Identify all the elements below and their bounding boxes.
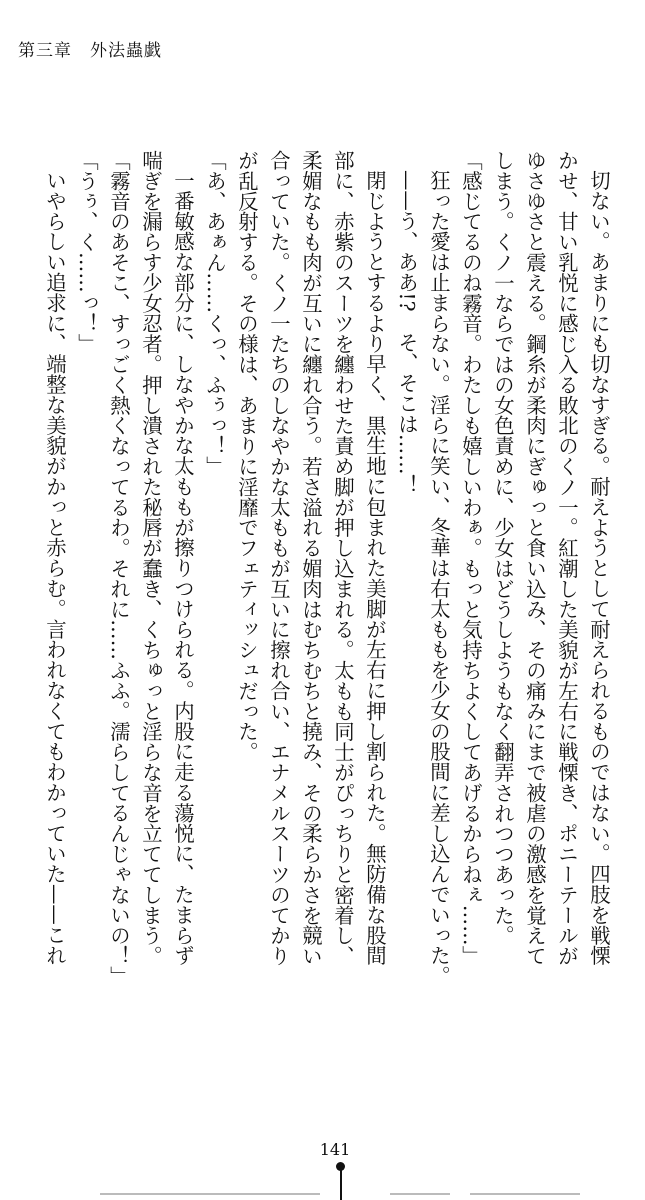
text-line: 合っていた。くノ一たちのしなやかな太ももが互いに擦れ合い、エナメルスーツのてかり	[267, 150, 291, 966]
page-number: 141	[319, 1140, 351, 1159]
text-line: ——う、ああ!? そ、そこは……！	[395, 170, 419, 496]
body-text	[35, 150, 615, 987]
text-line: いやらしい追求に、端整な美貌がかっと赤らむ。言われなくてもわかっていた——これ	[43, 170, 67, 966]
text-line: が乱反射する。その様は、あまりに淫靡でフェティッシュだった。	[235, 150, 259, 762]
text-line: 部に、赤紫のスーツを纏わせた責め脚が押し込まれる。太もも同士がぴっちりと密着し、	[331, 150, 355, 966]
scan-artifact	[390, 1193, 450, 1195]
text-line: 狂った愛は止まらない。淫らに笑い、冬華は右太ももを少女の股間に差し込んでいった。	[427, 170, 451, 987]
text-line: 「あ、あぁん……くっ、ふぅっ！」	[203, 150, 227, 477]
text-line: 「霧音のあそこ、すっごく熱くなってるわ。それに……ふふ。濡らしてるんじゃないの！」	[107, 150, 131, 987]
page-gutter-line	[340, 1168, 342, 1200]
text-line: 喘ぎを漏らす少女忍者。押し潰された秘唇が蠢き、くちゅっと淫らな音を立ててしまう。	[139, 150, 163, 966]
scan-artifact	[100, 1193, 320, 1195]
text-line: 柔媚なもも肉が互いに纏れ合う。若さ溢れる媚肉はむちむちと撓み、その柔らかさを競い	[299, 150, 323, 966]
text-line: 一番敏感な部分に、しなやかな太ももが擦りつけられる。内股に走る蕩悦に、たまらず	[171, 170, 195, 966]
scan-artifact	[470, 1193, 580, 1195]
text-line: 閉じようとするより早く、黒生地に包まれた美脚が左右に押し割られた。無防備な股間	[363, 170, 387, 966]
text-line: 「うぅ、く……っ！」	[75, 150, 99, 354]
text-line: ゆさゆさと震える。鋼糸が柔肉にぎゅっと食い込み、その痛みにまで被虐の激感を覚えて	[523, 150, 547, 966]
text-line: しまう。くノ一ならではの女色責めに、少女はどうしようもなく翻弄されつつあった。	[491, 150, 515, 946]
text-line: 切ない。あまりにも切なすぎる。耐えようとして耐えられるものではない。四肢を戦慄	[587, 170, 611, 966]
chapter-header: 第三章 外法蟲戯	[18, 41, 162, 61]
text-line: 「感じてるのね霧音。わたしも嬉しいわぁ。もっと気持ちよくしてあげるからねぇ……」	[459, 150, 483, 966]
text-line: かせ、甘い乳悦に感じ入る敗北のくノ一。紅潮した美貌が左右に戦慄き、ポニーテールが	[555, 150, 579, 966]
